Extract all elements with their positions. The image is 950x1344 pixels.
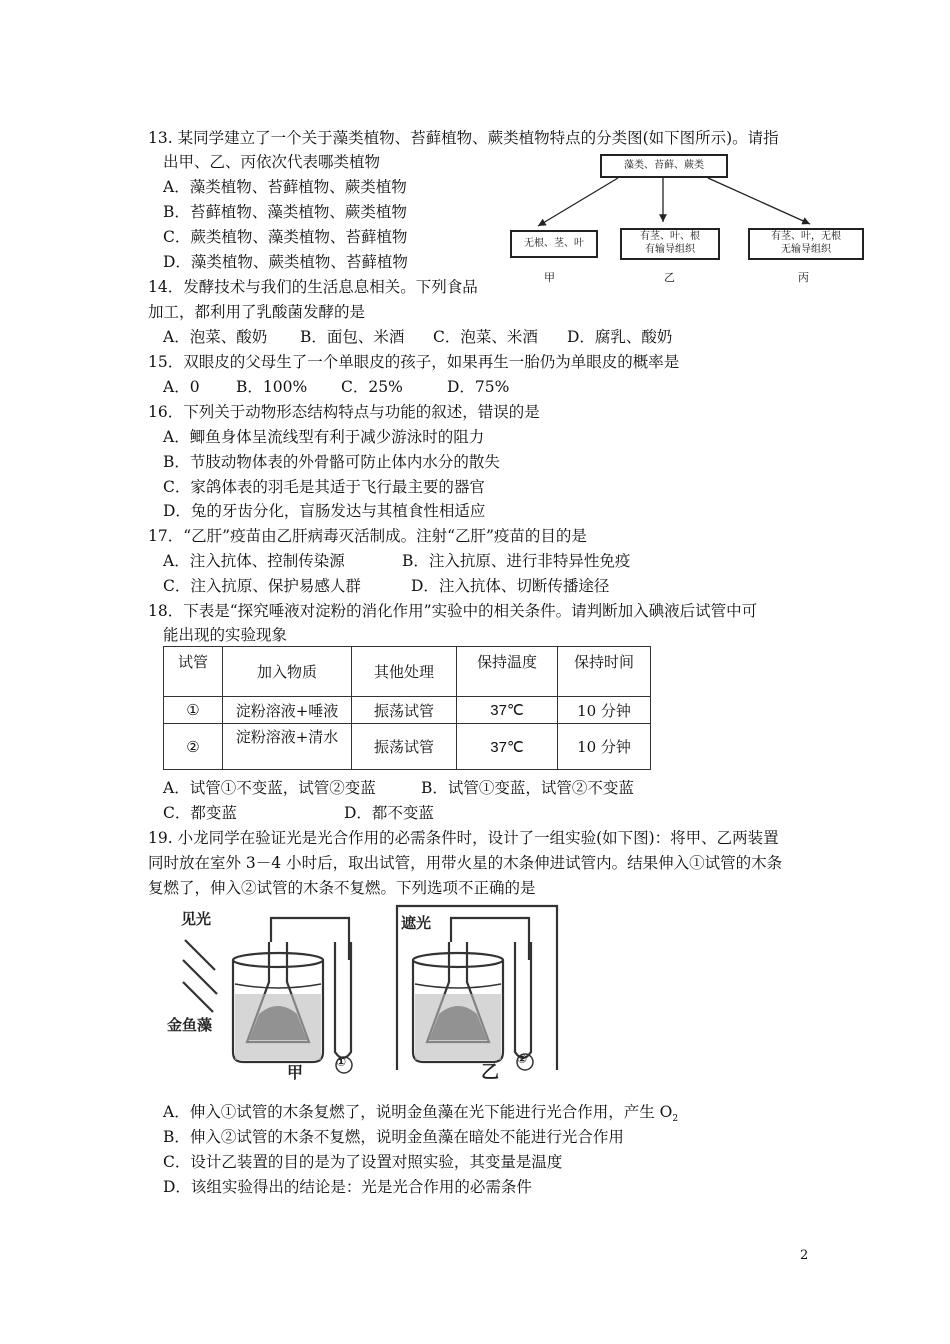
q19-stem-line1: 19. 小龙同学在验证光是光合作用的必需条件时，设计了一组实验(如下图)：将甲、乙两装置 — [148, 829, 779, 847]
table-cell: 淀粉溶液+清水 — [223, 724, 352, 770]
q17-option-d: D．注入抗体、切断传播途径 — [411, 577, 610, 595]
apparatus-drawing — [163, 902, 565, 1084]
diagram-label-bing: 丙 — [798, 271, 809, 284]
table-header-cell: 试管 — [164, 647, 223, 697]
subscript-2: 2 — [672, 1114, 679, 1125]
label-shade: 遮光 — [401, 914, 432, 932]
q16-option-d: D．兔的牙齿分化，盲肠发达与其植食性相适应 — [163, 502, 486, 520]
q14-option-b: B．面包、米酒 — [300, 328, 405, 346]
classification-diagram — [508, 148, 868, 286]
diagram-label-yi: 乙 — [664, 271, 675, 284]
q13-stem-line1: 13. 某同学建立了一个关于藻类植物、苔藓植物、蕨类植物特点的分类图(如下图所示)。请指 — [148, 129, 779, 147]
q19-stem-line2: 同时放在室外 3－4 小时后，取出试管，用带火星的木条伸进试管内。结果伸入①试管的木条 — [148, 854, 783, 872]
table-cell: 振荡试管 — [352, 697, 457, 724]
q14-stem-line2: 加工，都利用了乳酸菌发酵的是 — [148, 303, 366, 321]
table-cell: 37℃ — [457, 724, 558, 770]
q18-option-a: A．试管①不变蓝，试管②变蓝 — [163, 779, 376, 797]
label-tube-2: ② — [517, 1052, 528, 1066]
q18-option-d: D．都不变蓝 — [344, 804, 434, 822]
diagram-left-box: 无根、茎、叶 — [510, 230, 598, 258]
q17-stem: 17．“乙肝”疫苗由乙肝病毒灭活制成。注射“乙肝”疫苗的目的是 — [148, 527, 587, 545]
q17-option-a: A．注入抗体、控制传染源 — [163, 552, 345, 570]
table-header-row — [164, 647, 651, 697]
q13-option-d: D．藻类植物、蕨类植物、苔藓植物 — [163, 253, 408, 271]
experiment-table — [163, 646, 651, 770]
diagram-mid-line2: 有输导组织 — [645, 244, 695, 255]
table-cell: 37℃ — [457, 697, 558, 724]
q14-stem-line1: 14．发酵技术与我们的生活息息相关。下列食品 — [148, 278, 478, 296]
photosynthesis-figure — [163, 902, 565, 1084]
q16-option-c: C．家鸽体表的羽毛是其适于飞行最主要的器官 — [163, 478, 485, 496]
q14-option-c: C．泡菜、米酒 — [433, 328, 538, 346]
label-tube-1: ① — [336, 1055, 347, 1069]
q18-stem-line2: 能出现的实验现象 — [163, 626, 288, 644]
diagram-top-box: 藻类、苔藓、蕨类 — [600, 154, 728, 178]
table-cell: 淀粉溶液+唾液 — [223, 697, 352, 724]
q15-option-c: C．25% — [341, 378, 403, 396]
page-number: 2 — [800, 1248, 809, 1263]
q13-option-c: C．蕨类植物、藻类植物、苔藓植物 — [163, 228, 408, 246]
table-cell: ① — [164, 697, 223, 724]
q19-option-a: A．伸入①试管的木条复燃了，说明金鱼藻在光下能进行光合作用，产生 $O_2$ — [163, 1103, 679, 1125]
q16-option-a: A．鲫鱼身体呈流线型有利于减少游泳时的阻力 — [163, 428, 485, 446]
q14-option-d: D．腐乳、酸奶 — [567, 328, 673, 346]
q19-option-b: B．伸入②试管的木条不复燃，说明金鱼藻在暗处不能进行光合作用 — [163, 1128, 624, 1146]
label-yi: 乙 — [481, 1062, 499, 1083]
diagram-mid-line1: 有茎、叶、根 — [640, 231, 700, 242]
label-jia: 甲 — [287, 1063, 304, 1082]
table-header-cell: 保持温度 — [457, 647, 558, 697]
q15-option-a: A．0 — [163, 378, 200, 396]
diagram-right-line1: 有茎、叶，无根 — [771, 231, 841, 242]
q18-stem-line1: 18．下表是“探究唾液对淀粉的消化作用”实验中的相关条件。请判断加入碘液后试管中可 — [148, 602, 758, 620]
q16-stem: 16．下列关于动物形态结构特点与功能的叙述，错误的是 — [148, 403, 540, 421]
table-header-cell: 其他处理 — [352, 647, 457, 697]
table-header-cell: 加入物质 — [223, 647, 352, 697]
q17-option-c: C．注入抗原、保护易感人群 — [163, 577, 361, 595]
label-plant: 金鱼藻 — [167, 1016, 213, 1034]
table-cell: 10 分钟 — [558, 697, 651, 724]
q13-stem-line2: 出甲、乙、丙依次代表哪类植物 — [163, 153, 381, 171]
q16-option-b: B．节肢动物体表的外骨骼可防止体内水分的散失 — [163, 453, 500, 471]
q13-option-b: B．苔藓植物、藻类植物、蕨类植物 — [163, 203, 407, 221]
q17-option-b: B．注入抗原、进行非特异性免疫 — [402, 552, 631, 570]
table-header-cell: 保持时间 — [558, 647, 651, 697]
table-row — [164, 724, 651, 770]
diagram-mid-box — [620, 228, 720, 260]
label-light: 见光 — [181, 910, 212, 928]
diagram-right-line2: 无输导组织 — [781, 244, 831, 255]
table-cell: 振荡试管 — [352, 724, 457, 770]
table-cell: 10 分钟 — [558, 724, 651, 770]
table-row — [164, 697, 651, 724]
diagram-label-jia: 甲 — [544, 271, 555, 284]
diagram-right-box — [748, 228, 864, 260]
q19-option-d: D．该组实验得出的结论是：光是光合作用的必需条件 — [163, 1178, 532, 1196]
q18-option-c: C．都变蓝 — [163, 804, 237, 822]
q15-option-d: D．75% — [447, 378, 510, 396]
q19-stem-line3: 复燃了，伸入②试管的木条不复燃。下列选项不正确的是 — [148, 879, 536, 897]
q13-option-a: A．藻类植物、苔藓植物、蕨类植物 — [163, 178, 407, 196]
table-cell: ② — [164, 724, 223, 770]
q15-option-b: B．100% — [236, 378, 308, 396]
q15-stem: 15．双眼皮的父母生了一个单眼皮的孩子，如果再生一胎仍为单眼皮的概率是 — [148, 353, 680, 371]
q18-option-b: B．试管①变蓝，试管②不变蓝 — [421, 779, 634, 797]
q14-option-a: A．泡菜、酸奶 — [163, 328, 268, 346]
q19-option-c: C．设计乙装置的目的是为了设置对照实验，其变量是温度 — [163, 1153, 563, 1171]
